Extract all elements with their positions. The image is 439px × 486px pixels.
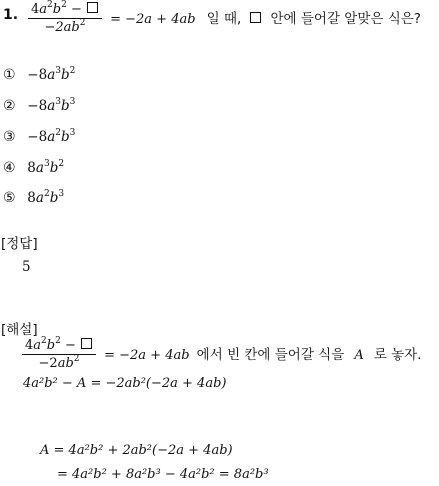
answer-label: [정답]: [1, 236, 38, 252]
question-denominator: −2ab: [44, 20, 80, 35]
option-1[interactable]: ① $-8a^3b^2$: [3, 66, 76, 83]
option-marker: ②: [3, 98, 16, 114]
blank-box-icon: [250, 12, 261, 23]
question-suffix-2: 안에 들어갈 알맞은 식은?: [270, 11, 421, 27]
explanation-line-4: = 4a²b² + 8a²b³ − 4a²b² = 8a²b³: [57, 467, 269, 482]
explanation-line-3: A = 4a²b² + 2ab²(−2a + 4ab): [40, 443, 233, 458]
option-2[interactable]: ② $-8a^3b^3$: [3, 97, 76, 114]
question-number: 1.: [3, 7, 19, 23]
question-expression: [28, 2, 421, 35]
option-4[interactable]: ④ $8a^3b^2$: [3, 159, 65, 176]
option-marker: ③: [3, 129, 16, 145]
option-5[interactable]: ⑤ $8a^2b^3$: [3, 189, 65, 206]
explanation-line-1: $\frac{4a^2b^2 -}{-2ab^2}$ = −2a + 4ab 에서 빈 칸에 들어갈 식을 A 로 놓자.: [22, 338, 422, 371]
answer-value: 5: [22, 259, 31, 275]
question-fraction: $\frac{4a^2b^2 -}{-2ab^2}$: [28, 2, 102, 35]
question-suffix-1: 일 때,: [206, 11, 242, 27]
option-3[interactable]: ③ $-8a^2b^3$: [3, 128, 76, 145]
option-marker: ⑤: [3, 190, 16, 206]
option-marker: ④: [3, 160, 16, 176]
blank-box-icon: [81, 338, 92, 349]
question-rhs: = −2a + 4ab: [110, 12, 196, 27]
explanation-fraction: $\frac{4a^2b^2 -}{-2ab^2}$: [22, 338, 96, 371]
blank-box-icon: [87, 2, 98, 13]
explanation-line-2: 4a²b² − A = −2ab²(−2a + 4ab): [23, 376, 227, 391]
option-marker: ①: [3, 67, 16, 83]
explanation-label: [해설]: [1, 322, 38, 338]
